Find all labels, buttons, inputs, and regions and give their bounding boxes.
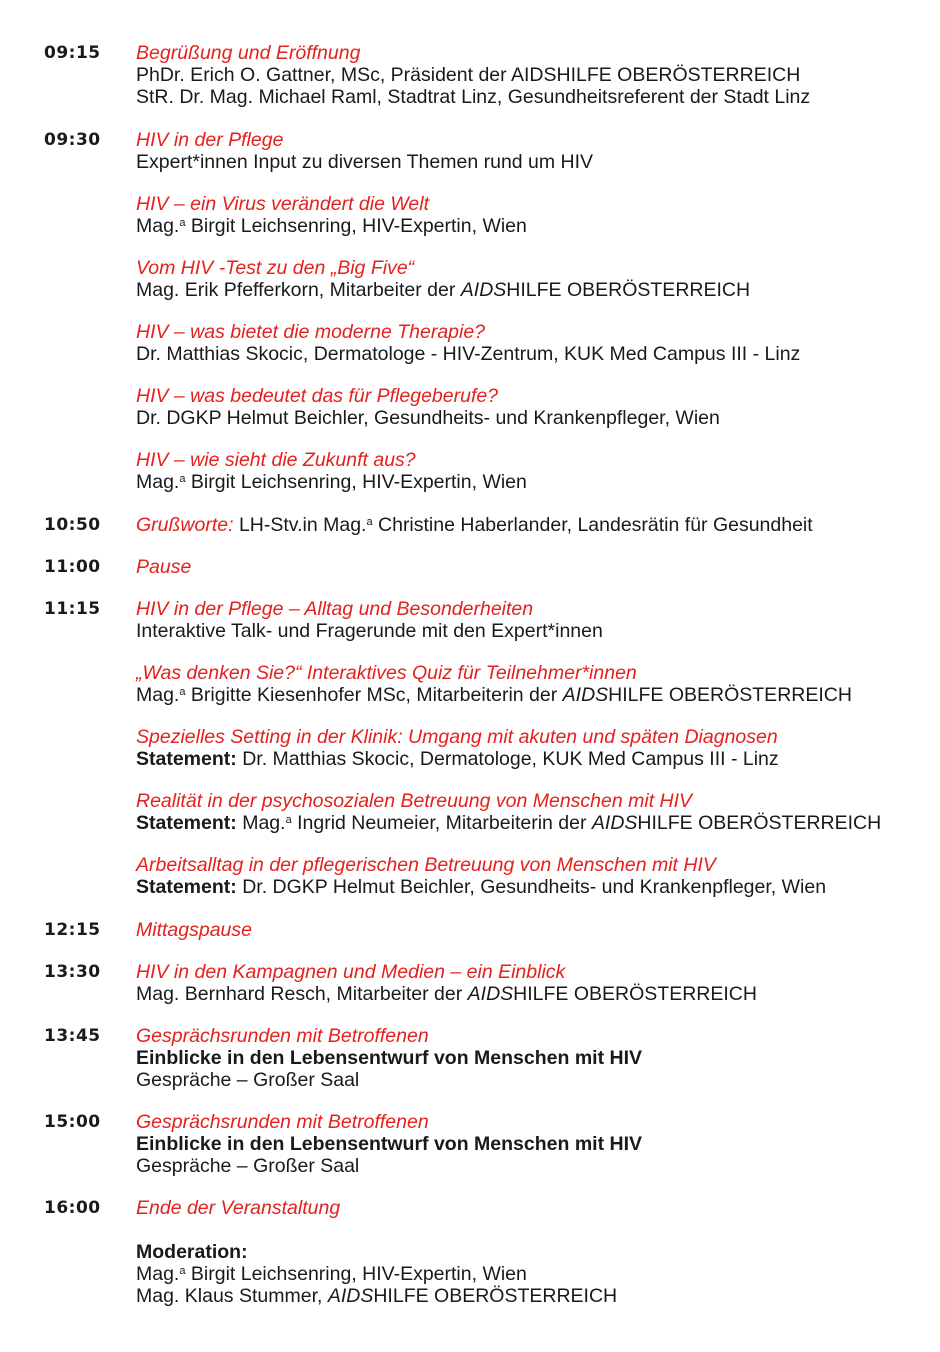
speaker-line: Mag.$^a$ Birgit Leichsenring, HIV-Expertin, Wien	[136, 215, 527, 237]
time-label: 16:00	[44, 1198, 101, 1218]
agenda-title: Ende der Veranstaltung	[136, 1197, 341, 1219]
sub-session-title: HIV – was bietet die moderne Therapie?	[136, 321, 486, 343]
agenda-title: Gesprächsrunden mit Betroffenen	[136, 1111, 429, 1133]
speaker-line: Dr. DGKP Helmut Beichler, Gesundheits- und Krankenpfleger, Wien	[136, 407, 720, 429]
sub-session	[136, 257, 936, 301]
statement-line: Statement: Dr. Matthias Skocic, Dermatologe, KUK Med Campus III - Linz	[136, 748, 779, 770]
agenda-title: Pause	[136, 556, 192, 578]
description-line: Interaktive Talk- und Fragerunde mit den Expert*innen	[136, 620, 603, 642]
time-label: 13:30	[44, 962, 101, 982]
speaker-line: PhDr. Erich O. Gattner, MSc, Präsident der AIDSHILFE OBERÖSTERREICH	[136, 64, 801, 86]
agenda-title: HIV in der Pflege – Alltag und Besonderheiten	[136, 598, 534, 620]
location-line: Gespräche – Großer Saal	[136, 1155, 360, 1177]
sub-session	[136, 726, 936, 770]
time-label: 09:30	[44, 130, 101, 150]
statement-line: Statement: Mag.$^a$ Ingrid Neumeier, Mitarbeiterin der AIDSHILFE OBERÖSTERREICH	[136, 812, 882, 834]
agenda-title: HIV in der Pflege	[136, 129, 284, 151]
speaker-line: Mag.$^a$ Brigitte Kiesenhofer MSc, Mitarbeiterin der AIDSHILFE OBERÖSTERREICH	[136, 684, 852, 706]
agenda-title: HIV in den Kampagnen und Medien – ein Einblick	[136, 961, 566, 983]
time-label: 15:00	[44, 1112, 101, 1132]
agenda-title: Begrüßung und Eröffnung	[136, 42, 361, 64]
sub-session	[136, 449, 936, 493]
moderator-line: Mag.$^a$ Birgit Leichsenring, HIV-Expertin, Wien	[136, 1263, 527, 1285]
sub-session-title: Spezielles Setting in der Klinik: Umgang mit akuten und späten Diagnosen	[136, 726, 778, 748]
sub-session	[136, 321, 936, 365]
time-label: 09:15	[44, 43, 101, 63]
speaker-line: Dr. Matthias Skocic, Dermatologe - HIV-Zentrum, KUK Med Campus III - Linz	[136, 343, 801, 365]
sub-session	[136, 193, 936, 237]
time-label: 11:00	[44, 557, 101, 577]
sub-session	[136, 662, 936, 706]
speaker-line: Mag.$^a$ Birgit Leichsenring, HIV-Expertin, Wien	[136, 471, 527, 493]
time-label: 13:45	[44, 1026, 101, 1046]
bold-subtitle: Einblicke in den Lebensentwurf von Menschen mit HIV	[136, 1133, 643, 1155]
sub-session-title: HIV – ein Virus verändert die Welt	[136, 193, 430, 215]
sub-session	[136, 790, 936, 834]
sub-session-title: „Was denken Sie?“ Interaktives Quiz für Teilnehmer*innen	[136, 662, 637, 684]
sub-session-title: HIV – was bedeutet das für Pflegeberufe?	[136, 385, 499, 407]
bold-subtitle: Einblicke in den Lebensentwurf von Menschen mit HIV	[136, 1047, 643, 1069]
speaker-line: Mag. Erik Pfefferkorn, Mitarbeiter der AIDSHILFE OBERÖSTERREICH	[136, 279, 751, 301]
agenda-title: Gesprächsrunden mit Betroffenen	[136, 1025, 429, 1047]
greeting-line: Grußworte: LH-Stv.in Mag.$^a$ Christine Haberlander, Landesrätin für Gesundheit	[136, 514, 813, 536]
description-line: Expert*innen Input zu diversen Themen rund um HIV	[136, 151, 594, 173]
moderator-line: Mag. Klaus Stummer, AIDSHILFE OBERÖSTERREICH	[136, 1285, 618, 1307]
sub-session	[136, 854, 936, 898]
location-line: Gespräche – Großer Saal	[136, 1069, 360, 1091]
statement-line: Statement: Dr. DGKP Helmut Beichler, Gesundheits- und Krankenpfleger, Wien	[136, 876, 827, 898]
sub-session	[136, 385, 936, 429]
time-label: 12:15	[44, 920, 101, 940]
speaker-line: StR. Dr. Mag. Michael Raml, Stadtrat Linz, Gesundheitsreferent der Stadt Linz	[136, 86, 811, 108]
time-label: 11:15	[44, 599, 101, 619]
time-label: 10:50	[44, 515, 101, 535]
sub-session-title: HIV – wie sieht die Zukunft aus?	[136, 449, 416, 471]
sub-session-title: Realität in der psychosozialen Betreuung von Menschen mit HIV	[136, 790, 693, 812]
sub-session-title: Arbeitsalltag in der pflegerischen Betreuung von Menschen mit HIV	[136, 854, 716, 876]
agenda-title: Mittagspause	[136, 919, 252, 941]
speaker-line: Mag. Bernhard Resch, Mitarbeiter der AIDSHILFE OBERÖSTERREICH	[136, 983, 757, 1005]
sub-session-title: Vom HIV -Test zu den „Big Five“	[136, 257, 415, 279]
moderation-heading: Moderation:	[136, 1241, 248, 1263]
